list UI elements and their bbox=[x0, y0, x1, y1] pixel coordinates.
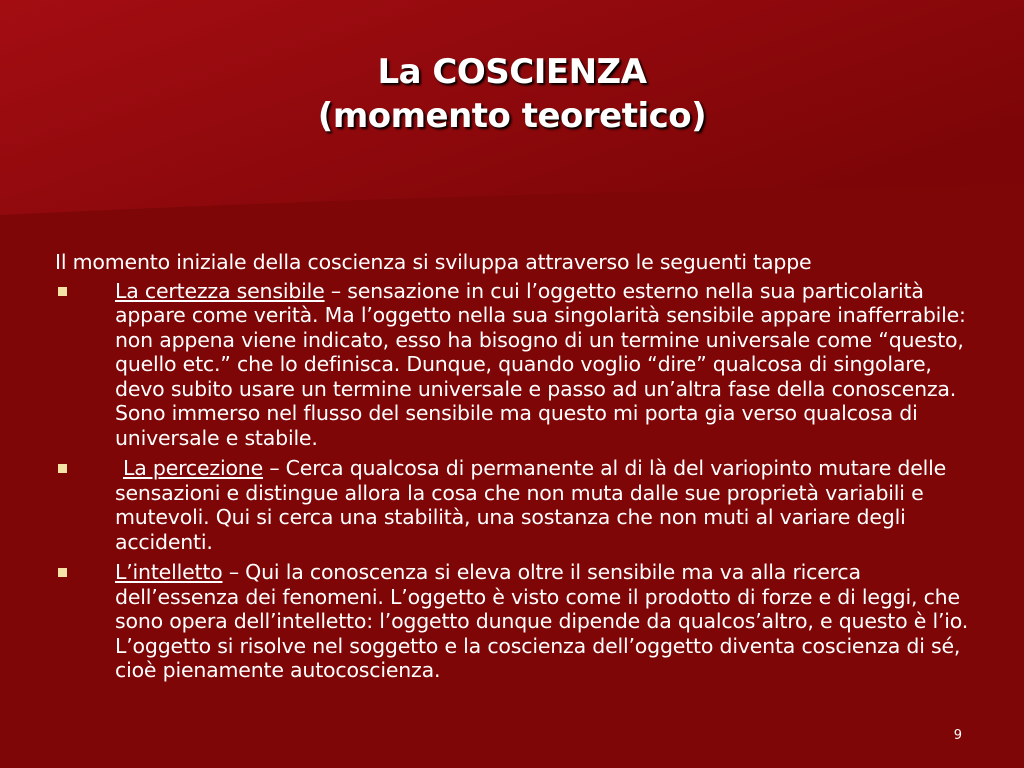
title-line-2: (momento teoretico) bbox=[317, 96, 707, 136]
item-text: – sensazione in cui l’oggetto esterno nella sua particolarità appare come verità. Ma l’oggetto nella sua singolarità sensibile appare inafferrabile: non appena viene indicato, esso ha bisogno di un termine universale come “questo, quello etc.” che lo definisca. Dunque, quando voglio “dire” qualcosa di singolare, devo subito usare un termine universale e passo ad un’altra fase della conoscenza. Sono immerso nel flusso del sensibile ma questo mi porta gia verso qualcosa di universale e stabile. bbox=[115, 278, 966, 450]
item-text: – Cerca qualcosa di permanente al di là del variopinto mutare delle sensazioni e distingue allora la cosa che non muta dalle sue proprietà variabili e mutevoli. Qui si cerca una stabilità, una sostanza che non muti al variare degli accidenti. bbox=[115, 456, 947, 554]
list-item bbox=[55, 279, 985, 451]
list-item bbox=[55, 456, 985, 554]
slide-body bbox=[55, 250, 985, 689]
term-certezza-sensibile: La certezza sensibile bbox=[115, 278, 325, 303]
page-number: 9 bbox=[953, 728, 962, 743]
slide-title bbox=[0, 50, 1024, 138]
term-percezione: La percezione bbox=[123, 456, 263, 480]
bullet-list bbox=[55, 279, 985, 683]
bullet-square-icon bbox=[58, 568, 67, 577]
title-line-1: La COSCIENZA bbox=[377, 52, 647, 92]
intro-text: Il momento iniziale della coscienza si sviluppa attraverso le seguenti tappe bbox=[55, 250, 812, 274]
bullet-square-icon bbox=[58, 287, 67, 296]
item-text: – Qui la conoscenza si eleva oltre il sensibile ma va alla ricerca dell’essenza dei fenomeni. L’oggetto è visto come il prodotto di forze e di leggi, che sono opera dell’intelletto: l’oggetto dunque dipende da qualcos’altro, e questo è l’io. L’oggetto si risolve nel soggetto e la coscienza dell’oggetto diventa coscienza di sé, cioè pienamente autocoscienza. bbox=[115, 560, 969, 682]
bullet-square-icon bbox=[58, 464, 67, 473]
term-intelletto: L’intelletto bbox=[115, 560, 223, 584]
list-item bbox=[55, 560, 985, 683]
